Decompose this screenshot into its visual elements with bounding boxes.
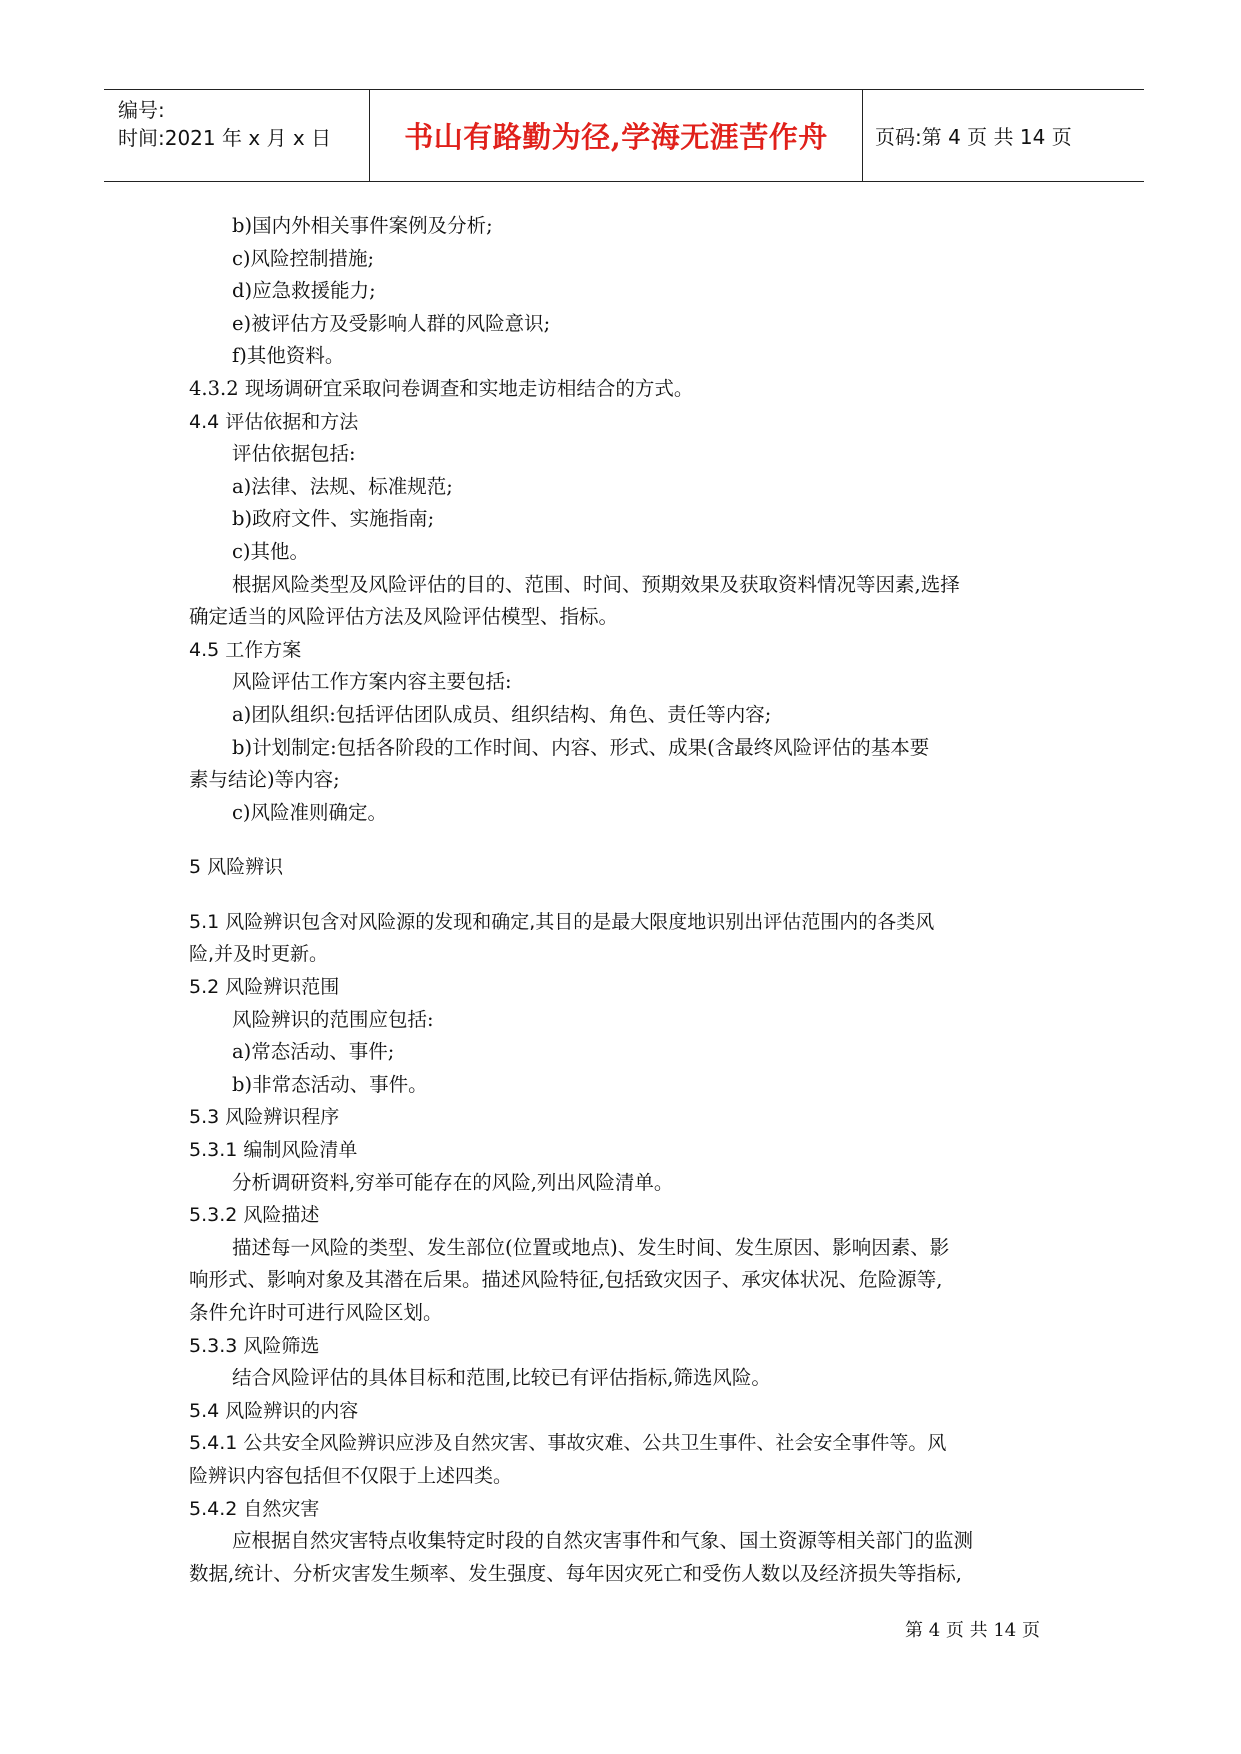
text-line: 5.1 风险辨识包含对风险源的发现和确定,其目的是最大限度地识别出评估范围内的各类风: [189, 910, 935, 933]
text-line: 4.3.2 现场调研宜采取问卷调查和实地走访相结合的方式。: [189, 376, 694, 400]
subsection-heading: 5.3.1 编制风险清单: [189, 1139, 358, 1162]
text-line: e)被评估方及受影响人群的风险意识;: [232, 311, 551, 335]
text-line: b)非常态活动、事件。: [232, 1072, 428, 1096]
text-line: f)其他资料。: [232, 344, 345, 368]
header-page-number: 页码:第 4 页 共 14 页: [875, 125, 1072, 149]
text-line: c)风险控制措施;: [232, 246, 375, 270]
text-line: 根据风险类型及风险评估的目的、范围、时间、预期效果及获取资料情况等因素,选择: [232, 572, 960, 596]
section-heading: 5.3 风险辨识程序: [189, 1106, 340, 1129]
header-meta: [104, 90, 370, 181]
text-line: 评估依据包括:: [232, 442, 356, 466]
text-line: c)其他。: [232, 539, 310, 563]
text-line: a)法律、法规、标准规范;: [232, 474, 453, 498]
section-heading: 4.4 评估依据和方法: [189, 410, 359, 433]
text-line: b)政府文件、实施指南;: [232, 507, 435, 531]
section-heading: 4.5 工作方案: [189, 638, 302, 661]
text-line: b)国内外相关事件案例及分析;: [232, 214, 493, 237]
text-line: c)风险准则确定。: [232, 800, 388, 824]
text-line: 险,并及时更新。: [189, 943, 329, 966]
text-line: 分析调研资料,穷举可能存在的风险,列出风险清单。: [232, 1170, 674, 1194]
text-line: 结合风险评估的具体目标和范围,比较已有评估指标,筛选风险。: [232, 1366, 771, 1390]
text-line: 5.4.1 公共安全风险辨识应涉及自然灾害、事故灾难、公共卫生事件、社会安全事件等。风: [189, 1432, 947, 1455]
section-heading: 5.4 风险辨识的内容: [189, 1399, 359, 1422]
chapter-heading: 5 风险辨识: [189, 856, 284, 879]
header-motto: 书山有路勤为径,学海无涯苦作舟: [370, 90, 863, 181]
text-line: 素与结论)等内容;: [189, 768, 340, 792]
text-line: a)常态活动、事件;: [232, 1040, 395, 1064]
text-line: 应根据自然灾害特点收集特定时段的自然灾害事件和气象、国土资源等相关部门的监测: [232, 1529, 974, 1553]
section-heading: 5.2 风险辨识范围: [189, 976, 340, 999]
text-line: a)团队组织:包括评估团队成员、组织结构、角色、责任等内容;: [232, 702, 772, 726]
text-line: 条件允许时可进行风险区划。: [189, 1301, 443, 1324]
text-line: 确定适当的风险评估方法及风险评估模型、指标。: [189, 605, 619, 629]
text-line: 数据,统计、分析灾害发生频率、发生强度、每年因灾死亡和受伤人数以及经济损失等指标,: [189, 1561, 962, 1585]
text-line: 描述每一风险的类型、发生部位(位置或地点)、发生时间、发生原因、影响因素、影: [232, 1235, 950, 1259]
text-line: 险辨识内容包括但不仅限于上述四类。: [189, 1464, 513, 1487]
text-line: 风险评估工作方案内容主要包括:: [232, 670, 512, 694]
subsection-heading: 5.3.2 风险描述: [189, 1204, 320, 1227]
text-line: b)计划制定:包括各阶段的工作时间、内容、形式、成果(含最终风险评估的基本要: [232, 735, 930, 759]
subsection-heading: 5.3.3 风险筛选: [189, 1334, 320, 1357]
document-body: [189, 210, 1059, 1590]
page-header: [104, 89, 1144, 182]
document-number: 编号:: [118, 98, 165, 122]
page-footer: 第 4 页 共 14 页: [905, 1620, 1040, 1641]
subsection-heading: 5.4.2 自然灾害: [189, 1497, 320, 1520]
text-line: d)应急救援能力;: [232, 279, 376, 303]
text-line: 响形式、影响对象及其潜在后果。描述风险特征,包括致灾因子、承灾体状况、危险源等,: [189, 1268, 943, 1292]
text-line: 风险辨识的范围应包括:: [232, 1007, 434, 1031]
document-time: 时间:2021 年 x 月 x 日: [118, 126, 332, 150]
